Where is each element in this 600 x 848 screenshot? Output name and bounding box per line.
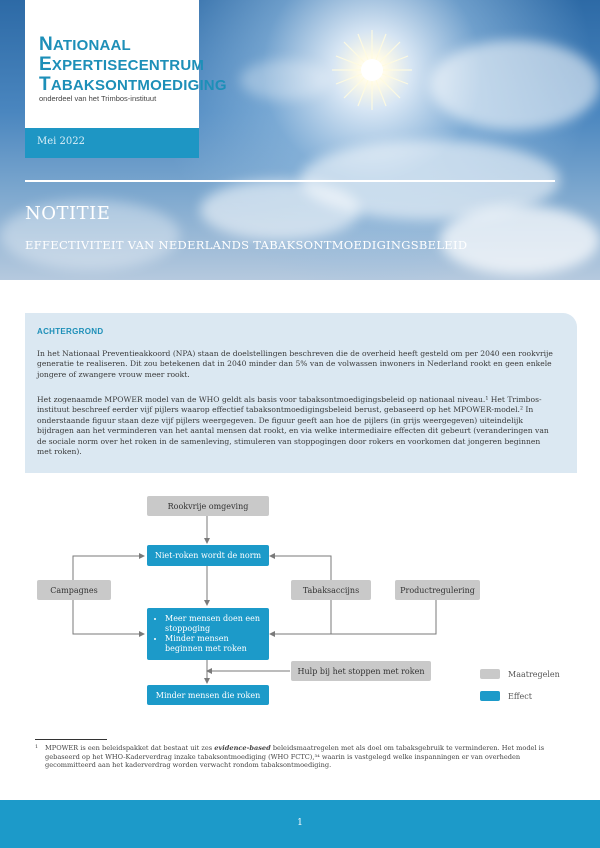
cloud-decoration	[240, 60, 330, 100]
node-campagnes: Campagnes	[37, 580, 111, 600]
legend-label-effect: Effect	[508, 692, 532, 701]
section-heading: ACHTERGROND	[37, 327, 104, 336]
diagram-connectors	[0, 480, 600, 720]
footnote: MPOWER is een beleidspakket dat bestaat uit zes evidence-based beleidsmaatregelen met als doel om tabaksgebruik te verminderen. Het model is gebaseerd op het WHO-Kaderverdrag inzake tabaksontmoediging (WHO FCTC),³⁴ waarin is vastgelegd welke inspanningen er van overheden gecommitteerd aan het kaderverdrag worden verwacht rondom tabaksontmoediging.	[45, 744, 545, 770]
legend-swatch-effect	[480, 691, 500, 701]
node-productregulering: Productregulering	[395, 580, 480, 600]
footnote-emphasis: evidence-based	[214, 744, 271, 752]
node-niet-roken-norm: Niet-roken wordt de norm	[147, 545, 269, 566]
page-footer	[0, 800, 600, 848]
logo-line: NATIONAAL	[39, 34, 131, 55]
list-item: • Meer mensen doen een stoppoging	[165, 614, 261, 634]
page-subtitle: EFFECTIVITEIT VAN NEDERLANDS TABAKSONTMOEDIGINGSBELEID	[25, 238, 468, 252]
legend-label-maatregelen: Maatregelen	[508, 670, 560, 679]
footnote-number: 1	[35, 744, 39, 750]
node-rookvrije-omgeving: Rookvrije omgeving	[147, 496, 269, 516]
footnote-divider	[35, 739, 107, 740]
paragraph: Het zogenaamde MPOWER model van de WHO geldt als basis voor tabaksontmoedigingsbeleid op nationaal niveau.¹ Het Trimbos-instituut beschreef eerder vijf pijlers waarop effectief tabaksontmoedigingsbeleid berust, gebaseerd op het MPOWER-model.² In onderstaande figuur staan deze vijf pijlers weergegeven. De figuur geeft aan hoe de pijlers (in grijs weergegeven) uiteindelijk bijdragen aan het verminderen van het aantal mensen dat rookt, en via welke intermediaire effecten dit gebeurt (veranderingen van de sociale norm over het roken in de samenleving, stimuleren van stoppogingen door rokers en voorkomen dat jongeren beginnen met roken).	[37, 395, 549, 457]
cloud-decoration	[200, 180, 360, 240]
logo-line: EXPERTISECENTRUM	[39, 54, 205, 75]
list-item: • Minder mensen beginnen met roken	[165, 634, 261, 654]
logo-subtitle: onderdeel van het Trimbos-instituut	[39, 94, 157, 103]
paragraph: In het Nationaal Preventieakkoord (NPA) staan de doelstellingen beschreven die de overheid heeft gesteld om per 2040 een rookvrije generatie te realiseren. Dit zou betekenen dat in 2040 minder dan 5% van de volwassen inwoners in Nederland rookt en geen enkele jongere of zwangere vrouw meer rookt.	[37, 349, 553, 379]
date-band	[25, 128, 199, 158]
node-effect-list	[147, 608, 269, 660]
logo-line: TABAKSONTMOEDIGING	[39, 74, 227, 95]
page-title: NOTITIE	[25, 203, 111, 224]
divider	[25, 180, 555, 182]
node-hulp-stoppen: Hulp bij het stoppen met roken	[291, 661, 431, 681]
cloud-decoration	[430, 40, 600, 130]
sun-icon	[332, 30, 412, 110]
page-number: 1	[297, 818, 303, 828]
legend-swatch-maatregelen	[480, 669, 500, 679]
hero-banner	[0, 0, 600, 280]
publication-date: Mei 2022	[37, 136, 85, 147]
node-minder-rokers: Minder mensen die roken	[147, 685, 269, 705]
node-tabaksaccijns: Tabaksaccijns	[291, 580, 371, 600]
background-section	[25, 313, 577, 473]
